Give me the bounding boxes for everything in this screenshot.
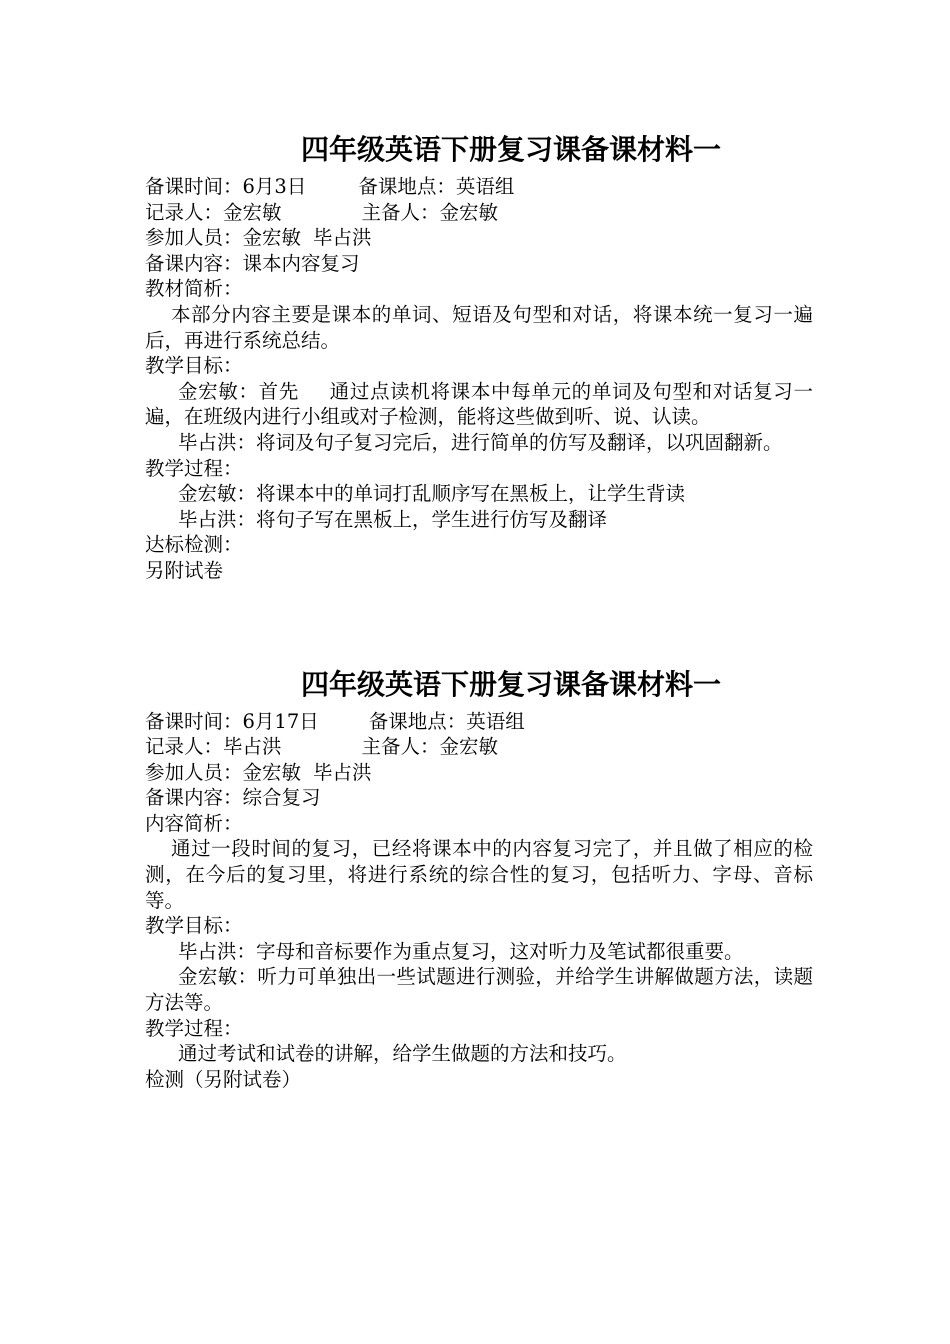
recorder-label: 记录人： [145, 200, 224, 224]
recorder-host-line [145, 200, 813, 226]
process-heading: 教学过程： [145, 1016, 243, 1040]
content-line [145, 251, 813, 277]
participants-label: 参加人员： [145, 760, 243, 784]
process-item-1: 金宏敏：将课本中的单词打乱顺序写在黑板上，让学生背读 [178, 482, 686, 506]
process-heading: 教学过程： [145, 456, 243, 480]
time-value: 6月17日 [242, 709, 319, 733]
goal-paragraph-1: 毕占洪：字母和音标要作为重点复习，这对听力及笔试都很重要。 [178, 939, 744, 963]
analysis-heading: 内容简析： [145, 811, 243, 835]
goal-heading: 教学目标： [145, 354, 243, 378]
goal-paragraph-1 [145, 379, 813, 430]
content-label: 备课内容： [145, 251, 243, 275]
time-place-line [145, 709, 813, 735]
check-value: 另附试卷 [145, 558, 224, 582]
place-label: 备课地点： [358, 175, 456, 198]
participant-name: 金宏敏 [242, 226, 302, 250]
goal-paragraph-2: 金宏敏：听力可单独出一些试题进行测验，并给学生讲解做题方法，读题方法等。 [145, 965, 813, 1015]
participants-line [145, 225, 813, 251]
place-label: 备课地点： [368, 709, 467, 733]
lesson-plan-section-2 [145, 665, 813, 1093]
lesson-plan-section-1 [145, 130, 813, 584]
content-value: 综合复习 [242, 786, 321, 810]
recorder-host-line [145, 734, 813, 760]
participant-name: 毕占洪 [313, 226, 372, 250]
recorder-value: 金宏敏 [223, 200, 282, 224]
participants-label: 参加人员： [145, 226, 243, 250]
participant-name: 毕占洪 [313, 760, 372, 784]
recorder-value: 毕占洪 [223, 735, 282, 759]
place-value: 英语组 [466, 709, 525, 733]
place-value: 英语组 [455, 175, 515, 198]
document-page [145, 130, 813, 1092]
section-title: 四年级英语下册复习课备课材料一 [300, 667, 721, 701]
goal-text: 通过点读机将课本中每单元的单词及句型和对话复习一遍，在班级内进行小组或对子检测，能将这些做到听、说、认读。 [145, 379, 813, 429]
host-label: 主备人： [361, 735, 440, 759]
analysis-paragraph: 通过一段时间的复习，已经将课本中的内容复习完了，并且做了相应的检测，在今后的复习里，将进行系统的综合性的复习，包括听力、字母、音标等。 [145, 837, 813, 912]
goal-heading: 教学目标： [145, 914, 243, 938]
content-value: 课本内容复习 [242, 251, 360, 275]
recorder-label: 记录人： [145, 735, 224, 759]
analysis-heading: 教材简析： [145, 277, 243, 301]
time-label: 备课时间： [145, 175, 243, 198]
participants-line [145, 760, 813, 786]
process-item-1: 通过考试和试卷的讲解，给学生做题的方法和技巧。 [178, 1042, 627, 1066]
host-value: 金宏敏 [439, 200, 499, 224]
time-label: 备课时间： [145, 709, 243, 733]
host-label: 主备人： [361, 200, 440, 224]
process-item-2: 毕占洪：将句子写在黑板上，学生进行仿写及翻译 [178, 507, 608, 531]
check-heading: 达标检测： [145, 533, 243, 557]
content-label: 备课内容： [145, 786, 243, 810]
participant-name: 金宏敏 [242, 760, 302, 784]
check-value: 检测（另附试卷） [145, 1067, 302, 1091]
goal-speaker: 金宏敏：首先 [178, 379, 299, 403]
time-value: 6月3日 [242, 175, 307, 198]
section-title: 四年级英语下册复习课备课材料一 [300, 133, 721, 166]
content-line [145, 785, 813, 811]
time-place-line [145, 174, 813, 200]
goal-paragraph-2: 毕占洪：将词及句子复习完后，进行简单的仿写及翻译，以巩固翻新。 [178, 430, 783, 454]
host-value: 金宏敏 [439, 735, 499, 759]
analysis-paragraph: 本部分内容主要是课本的单词、短语及句型和对话，将课本统一复习一遍后，再进行系统总结。 [145, 302, 813, 352]
